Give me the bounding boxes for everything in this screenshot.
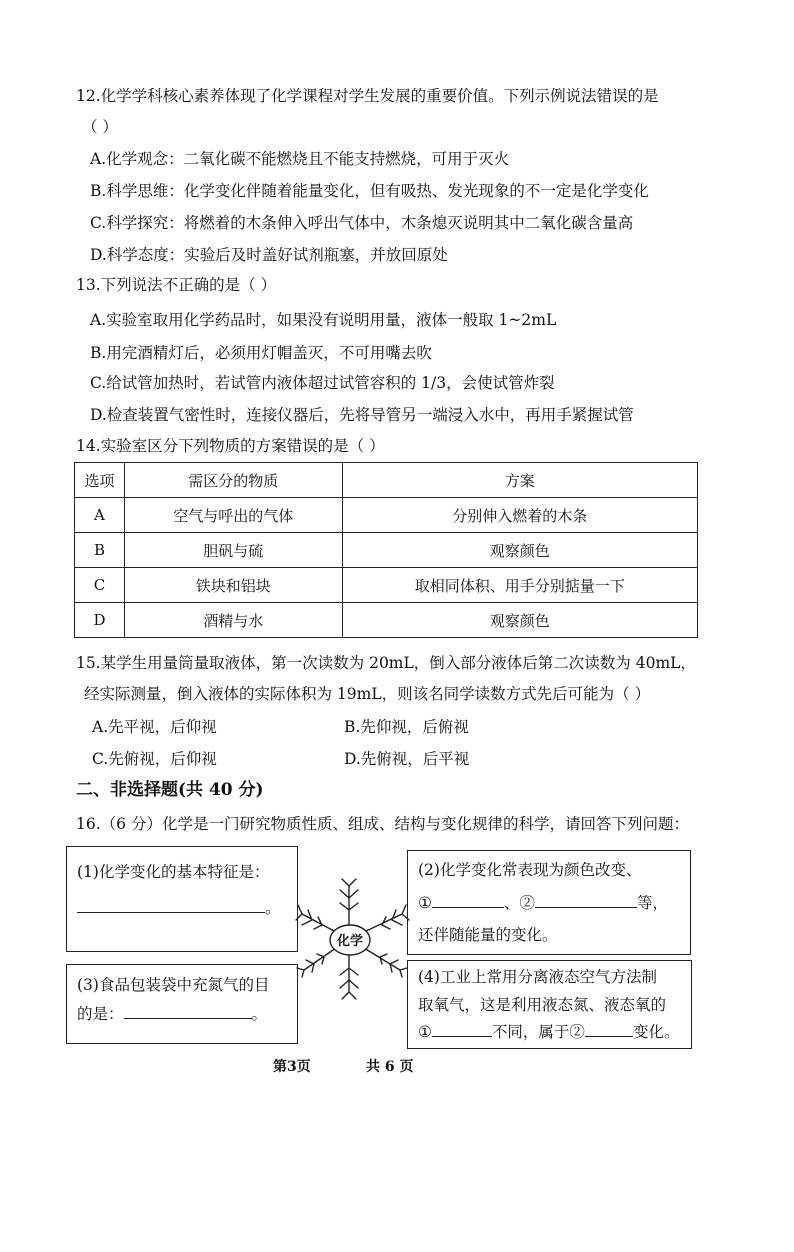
circled-1: ① bbox=[418, 894, 432, 912]
table-cell: 胆矾与硫 bbox=[124, 533, 342, 568]
q12-option-c: C.科学探究：将燃着的木条伸入呼出气体中，木条熄灭说明其中二氧化碳含量高 bbox=[90, 214, 634, 232]
table-cell: 酒精与水 bbox=[124, 603, 342, 638]
table-cell: 取相同体积、用手分别掂量一下 bbox=[342, 568, 697, 603]
q12-answer-paren: （ ） bbox=[82, 118, 118, 136]
box4-line1: (4)工业上常用分离液态空气方法制 bbox=[418, 968, 657, 986]
table-cell: 铁块和铝块 bbox=[124, 568, 342, 603]
q13-option-a: A.实验室取用化学药品时，如果没有说明用量，液体一般取 1~2mL bbox=[90, 311, 557, 329]
q13-option-c: C.给试管加热时，若试管内液体超过试管容积的 1/3，会使试管炸裂 bbox=[90, 374, 555, 392]
q15-stem-line1: 15.某学生用量筒量取液体，第一次读数为 20mL，倒入部分液体后第二次读数为 40mL， bbox=[76, 654, 696, 672]
q16-box-1 bbox=[66, 846, 298, 952]
table-cell: 观察颜色 bbox=[342, 603, 697, 638]
table-cell: 观察颜色 bbox=[342, 533, 697, 568]
box3-line2: 的是： bbox=[77, 1005, 124, 1023]
snowflake-label: 化学 bbox=[336, 934, 364, 949]
q13-option-b: B.用完酒精灯后，必须用灯帽盖灭，不可用嘴去吹 bbox=[90, 344, 432, 362]
q14-stem: 14.实验室区分下列物质的方案错误的是（ ） bbox=[76, 437, 385, 455]
table-header-cell: 方案 bbox=[342, 463, 697, 498]
box3-line1: (3)食品包装袋中充氮气的目 bbox=[77, 976, 270, 994]
q16-box-3 bbox=[66, 964, 298, 1044]
table-cell: C bbox=[75, 568, 125, 603]
q16-stem: 16.（6 分）化学是一门研究物质性质、组成、结构与变化规律的科学，请回答下列问题： bbox=[76, 815, 689, 833]
box1-line1: (1)化学变化的基本特征是： bbox=[77, 863, 270, 881]
circled-1: ① bbox=[418, 1023, 432, 1041]
q12-stem: 12.化学学科核心素养体现了化学课程对学生发展的重要价值。下列示例说法错误的是 bbox=[76, 87, 659, 105]
table-cell: A bbox=[75, 498, 125, 533]
q15-option-d: D.先俯视，后平视 bbox=[344, 750, 470, 768]
box2-line1: (2)化学变化常表现为颜色改变、 bbox=[418, 861, 642, 879]
page-total: 共 6 页 bbox=[366, 1059, 414, 1075]
table-row bbox=[75, 603, 698, 638]
table-row bbox=[75, 498, 698, 533]
answer-blank[interactable] bbox=[77, 894, 265, 913]
table-cell: 分别伸入燃着的木条 bbox=[342, 498, 697, 533]
q12-option-a: A.化学观念：二氧化碳不能燃烧且不能支持燃烧，可用于灭火 bbox=[90, 150, 510, 168]
circled-2: ② bbox=[519, 894, 535, 912]
box4-mid: 不同，属于 bbox=[491, 1023, 570, 1041]
table-header-cell: 选项 bbox=[75, 463, 125, 498]
answer-blank[interactable] bbox=[535, 889, 637, 908]
q12-option-d: D.科学态度：实验后及时盖好试剂瓶塞，并放回原处 bbox=[90, 246, 448, 264]
table-header-cell: 需区分的物质 bbox=[124, 463, 342, 498]
page-number: 第3页 bbox=[273, 1059, 311, 1075]
table-row bbox=[75, 533, 698, 568]
box4-end: 变化。 bbox=[632, 1023, 680, 1041]
answer-blank[interactable] bbox=[585, 1018, 633, 1037]
q12-option-b: B.科学思维：化学变化伴随着能量变化，但有吸热、发光现象的不一定是化学变化 bbox=[90, 182, 649, 200]
box1-end: 。 bbox=[265, 899, 281, 917]
q16-box-4 bbox=[407, 960, 692, 1049]
q15-option-b: B.先仰视，后俯视 bbox=[344, 718, 469, 736]
box4-line2: 取氧气，这是利用液态氮、液态氧的 bbox=[418, 996, 667, 1014]
table-row bbox=[75, 568, 698, 603]
table-cell: B bbox=[75, 533, 125, 568]
q15-option-c: C.先俯视，后仰视 bbox=[92, 750, 217, 768]
answer-blank[interactable] bbox=[432, 889, 504, 908]
section-title: 二、非选择题(共 40 分) bbox=[76, 780, 264, 800]
snowflake-icon bbox=[294, 870, 412, 1008]
answer-blank[interactable] bbox=[124, 1000, 252, 1019]
box3-end: 。 bbox=[251, 1005, 268, 1023]
separator: 、 bbox=[503, 894, 520, 912]
q14-table bbox=[74, 462, 698, 638]
q15-option-a: A.先平视，后仰视 bbox=[92, 718, 217, 736]
answer-blank[interactable] bbox=[432, 1018, 492, 1037]
table-header-row bbox=[75, 463, 698, 498]
box2-line3: 还伴随能量的变化。 bbox=[418, 926, 558, 944]
q16-box-2 bbox=[407, 850, 691, 955]
box2-end: 等， bbox=[636, 894, 668, 912]
q15-stem-line2: 经实际测量，倒入液体的实际体积为 19mL，则该名同学读数方式先后可能为（ ） bbox=[84, 685, 651, 703]
q13-option-d: D.检查装置气密性时，连接仪器后，先将导管另一端浸入水中，再用手紧握试管 bbox=[90, 406, 634, 424]
table-cell: D bbox=[75, 603, 125, 638]
circled-2: ② bbox=[569, 1023, 585, 1041]
q13-stem: 13.下列说法不正确的是（ ） bbox=[76, 276, 277, 294]
table-cell: 空气与呼出的气体 bbox=[124, 498, 342, 533]
